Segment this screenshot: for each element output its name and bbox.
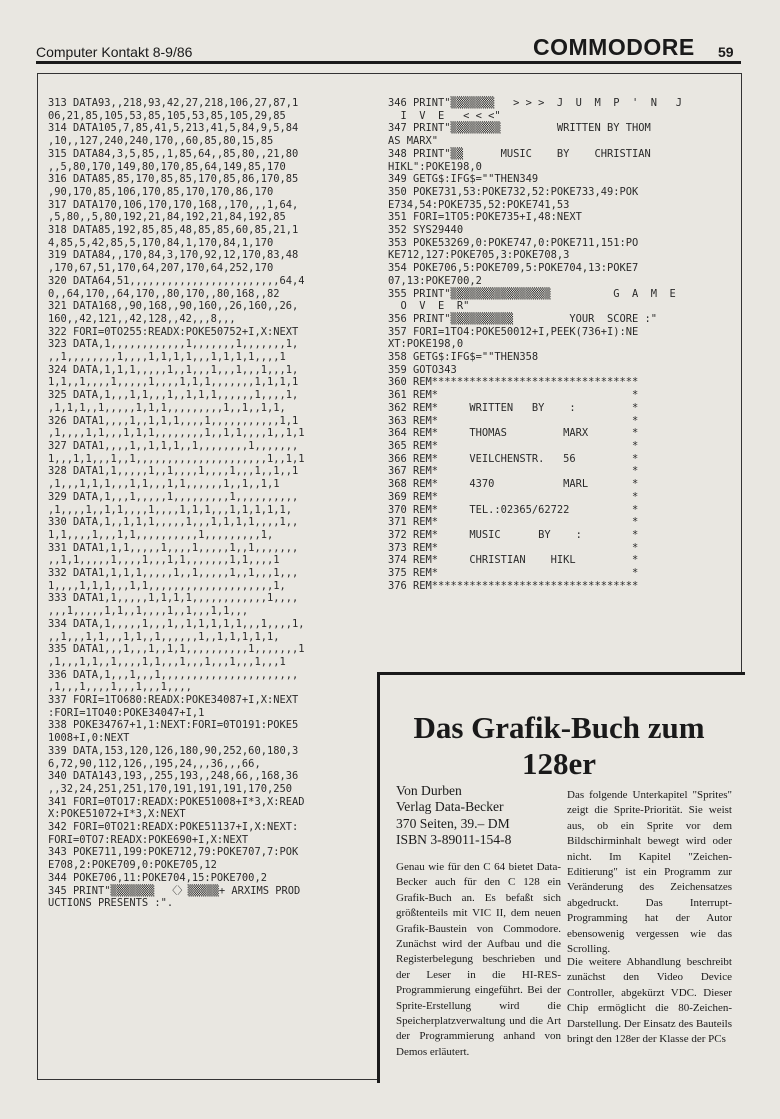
review-paragraph-1: Genau wie für den C 64 bietet Data-Becker auch für den C 128 ein Grafik-Buch an. Es befaßt sich größtenteils mit VIC II, dem neuen Grafik-Baustein von Commodore. Zunächst wird der Aufbau und die Registerbelegung beschrieben und der Leser in die HI-RES-Programmierung eingeführt. Bei der Sprite-Erstellung wird die Speicherplatzverwaltung und die Art der Programmierung anhand von Demos erläutert.: [396, 861, 561, 1058]
book-meta: [396, 783, 561, 849]
listing-line: ,1,,,,1,1,,,1,1,1,,,,,,,,1,,1,1,,,,1,,1,1: [48, 427, 305, 440]
listing-line: ,,1,1,,,,,1,,,,1,,,1,1,,,,,,,1,1,,,,1: [48, 554, 280, 567]
listing-line: 313 DATA93,,218,93,42,27,218,106,27,87,1: [48, 97, 299, 109]
listing-line: ,1,,,1,1,,1,,,,1,1,,,1,,,1,,,1,,,1,,,1: [48, 655, 286, 668]
listing-line: 316 DATA85,85,170,85,85,170,85,86,170,85: [48, 173, 299, 186]
listing-line: 369 REM* *: [388, 490, 639, 503]
listing-line: 367 REM* *: [388, 465, 639, 478]
listing-line: ,,5,80,170,149,80,170,85,64,149,85,170: [48, 160, 286, 173]
listing-line: 06,21,85,105,53,85,105,53,85,105,29,85: [48, 109, 286, 122]
listing-line: 324 DATA,1,1,1,,,,,1,,1,,,1,,,1,,,1,,,1,: [48, 363, 299, 376]
listing-left-column: [48, 97, 374, 910]
listing-line: 345 PRINT"▒▒▒▒▒▒▒ 〈〉▒▒▒▒▒+ ARXIMS PROD: [48, 884, 301, 897]
listing-line: 353 POKE53269,0:POKE747,0:POKE711,151:PO: [388, 236, 639, 249]
listing-line: 358 GETG$:IFG$=""THEN358: [388, 351, 539, 364]
listing-line: ,1,,,1,1,1,,,1,1,,,1,1,,,,,,1,,1,,1,1: [48, 478, 280, 491]
book-pages-price: 370 Seiten, 39.– DM: [396, 815, 510, 831]
listing-line: ,,1,,,1,1,,,1,1,,1,,,,,,1,,1,1,1,1,1,: [48, 630, 280, 643]
listing-line: 322 FORI=0TO255:READX:POKE50752+I,X:NEXT: [48, 325, 299, 338]
listing-line: KE712,127:POKE705,3:POKE708,3: [388, 249, 570, 262]
listing-line: 335 DATA1,,,1,,,1,,1,1,,,,,,,,,,1,,,,,,,1: [48, 643, 305, 656]
listing-line: 334 DATA,1,,,,,1,,,1,,1,1,1,1,1,,,1,,,,1,: [48, 617, 305, 630]
listing-line: ,,,1,,,,,1,1,,1,,,,1,,1,,,1,1,,,: [48, 605, 249, 618]
listing-line: 373 REM* *: [388, 541, 639, 554]
listing-line: 347 PRINT"▒▒▒▒▒▒▒▒ WRITTEN BY THOM: [388, 122, 651, 135]
listing-line: 329 DATA,1,,,1,,,,,1,,,,,,,,,1,,,,,,,,,,: [48, 490, 299, 503]
review-paragraph-3: Die weitere Abhandlung beschreibt zunächst den Video Device Controller, abgekürzt VDC. Dieser Chip ermöglicht die 80-Zeichen-Darstellung. Der Einsatz des Bauteils bringt den 128er der Klasse der PCs: [567, 956, 732, 1046]
listing-line: 323 DATA,1,,,,,,,,,,,,1,,,,,,,1,,,,,,,1,: [48, 338, 299, 351]
listing-line: 352 SYS29440: [388, 224, 464, 237]
listing-line: 331 DATA1,1,1,,,,,1,,,,1,,,,,1,,1,,,,,,,: [48, 541, 299, 554]
listing-line: 349 GETG$:IFG$=""THEN349: [388, 173, 539, 186]
listing-line: 336 DATA,1,,,1,,,1,,,,,,,,,,,,,,,,,,,,,,: [48, 668, 299, 681]
page-number: 59: [718, 44, 734, 60]
listing-line: I V E < < <": [388, 109, 501, 122]
listing-line: 376 REM*********************************: [388, 579, 639, 592]
listing-line: 366 REM* VEILCHENSTR. 56 *: [388, 452, 639, 465]
listing-line: HIKL":POKE198,0: [388, 160, 482, 173]
listing-line: ,,1,,,,,,,,1,,,,1,1,1,1,,,1,1,1,1,,,,1: [48, 351, 286, 364]
listing-line: E708,2:POKE709,0:POKE705,12: [48, 859, 217, 872]
listing-line: 1,,,,1,1,1,,,1,1,,,,,,,,,,,,,,,,,,,,1,: [48, 579, 286, 592]
listing-line: 374 REM* CHRISTIAN HIKL *: [388, 554, 639, 567]
listing-line: X:POKE51072+I*3,X:NEXT: [48, 808, 186, 821]
listing-line: O V E R": [388, 300, 470, 313]
listing-line: 320 DATA64,51,,,,,,,,,,,,,,,,,,,,,,,,64,4: [48, 274, 305, 287]
listing-line: E734,54:POKE735,52:POKE741,53: [388, 198, 570, 211]
listing-line: 07,13:POKE700,2: [388, 274, 482, 287]
listing-line: 1,,,1,1,,,1,,1,,,,,,,,,,,,,,,,,,,,,1,,1,1: [48, 452, 305, 465]
listing-line: 339 DATA,153,120,126,180,90,252,60,180,3: [48, 744, 299, 757]
listing-line: 314 DATA105,7,85,41,5,213,41,5,84,9,5,84: [48, 122, 299, 135]
listing-line: 361 REM* *: [388, 389, 639, 402]
listing-line: 359 GOTO343: [388, 363, 457, 376]
listing-line: 354 POKE706,5:POKE709,5:POKE704,13:POKE7: [388, 262, 639, 275]
listing-line: 348 PRINT"▒▒ MUSIC BY CHRISTIAN: [388, 147, 651, 160]
listing-line: ,10,,127,240,240,170,,60,85,80,15,85: [48, 135, 274, 148]
listing-line: ,170,67,51,170,64,207,170,64,252,170: [48, 262, 274, 275]
header-rule: [36, 61, 741, 64]
review-paragraph-2: Das folgende Unterkapitel "Sprites" zeigt die Sprite-Priorität. Sie weist aus, ob ein Sprite vor dem Bildschirminhalt bewegt wird oder nicht. Im Kapitel "Zeichen-Editierung" ist ein Programm zur Veränderung des Zeichensatzes abgedruckt. Das Interrupt-Programming hat der Autor ebensowenig vergessen wie das Scrolling.: [567, 789, 732, 956]
listing-line: ,5,80,,5,80,192,21,84,192,21,84,192,85: [48, 211, 286, 224]
listing-line: 360 REM*********************************: [388, 376, 639, 389]
listing-line: 338 POKE34767+1,1:NEXT:FORI=0TO191:POKE5: [48, 719, 299, 732]
listing-line: 350 POKE731,53:POKE732,52:POKE733,49:POK: [388, 185, 639, 198]
listing-line: 344 POKE706,11:POKE704,15:POKE700,2: [48, 871, 267, 884]
listing-line: 370 REM* TEL.:02365/62722 *: [388, 503, 639, 516]
listing-line: 160,,42,121,,42,128,,42,,,8,,,: [48, 312, 236, 325]
review-title: Das Grafik-Buch zum 128er: [413, 710, 705, 781]
listing-line: 333 DATA1,1,,,,,1,1,1,1,,,,,,,,,,,,1,,,,: [48, 592, 299, 605]
book-publisher: Verlag Data-Becker: [396, 799, 504, 815]
listing-line: 315 DATA84,3,5,85,,1,85,64,,85,80,,21,80: [48, 147, 299, 160]
listing-line: 326 DATA1,,,,1,,1,1,1,,,,1,,,,,,,,,,,1,1: [48, 414, 299, 427]
book-isbn: ISBN 3-89011-154-8: [396, 832, 512, 848]
listing-line: ,90,170,85,106,170,85,170,170,86,170: [48, 185, 274, 198]
listing-line: 364 REM* THOMAS MARX *: [388, 427, 639, 440]
listing-line: 371 REM* *: [388, 516, 639, 529]
listing-line: 318 DATA85,192,85,85,48,85,85,60,85,21,1: [48, 224, 299, 237]
listing-line: 4,85,5,42,85,5,170,84,1,170,84,1,170: [48, 236, 274, 249]
listing-line: 355 PRINT"▒▒▒▒▒▒▒▒▒▒▒▒▒▒▒▒ G A M E: [388, 287, 676, 300]
listing-line: 365 REM* *: [388, 439, 639, 452]
listing-line: 341 FORI=0TO17:READX:POKE51008+I*3,X:READ: [48, 795, 305, 808]
listing-line: 325 DATA,1,,,1,1,,,1,,1,1,1,,,,,,1,,,,1,: [48, 389, 299, 402]
listing-line: 372 REM* MUSIC BY : *: [388, 528, 639, 541]
listing-line: 351 FORI=1TO5:POKE735+I,48:NEXT: [388, 211, 582, 224]
listing-line: 340 DATA143,193,,255,193,,248,66,,168,36: [48, 770, 299, 783]
listing-line: ,,32,24,251,251,170,191,191,191,170,250: [48, 782, 292, 795]
listing-line: 321 DATA168,,90,168,,90,160,,26,160,,26,: [48, 300, 299, 313]
listing-line: ,1,,,1,,,,1,,,1,,,1,,,,: [48, 681, 192, 694]
listing-line: FORI=0TO7:READX:POKE690+I,X:NEXT: [48, 833, 249, 846]
book-author: Von Durben: [396, 783, 462, 798]
listing-line: 6,72,90,112,126,,195,24,,,36,,,66,: [48, 757, 261, 770]
listing-line: 327 DATA1,,,,1,,1,1,1,,1,,,,,,,,1,,,,,,,: [48, 439, 299, 452]
listing-line: 330 DATA,1,,1,1,1,,,,,1,,,1,1,1,1,,,,1,,: [48, 516, 299, 529]
listing-line: 319 DATA84,,170,84,3,170,92,12,170,83,48: [48, 249, 299, 262]
listing-line: :FORI=1TO40:POKE34047+I,1: [48, 706, 205, 719]
listing-line: 317 DATA170,106,170,170,168,,170,,,1,64,: [48, 198, 299, 211]
listing-line: 1,1,,1,,,,1,,,,,1,,,,1,1,1,,,,,,,1,1,1,1: [48, 376, 299, 389]
listing-line: UCTIONS PRESENTS :".: [48, 897, 174, 910]
listing-line: 375 REM* *: [388, 567, 639, 580]
listing-line: 1,1,,,,1,,,1,1,,,,,,,,,,1,,,,,,,,,1,: [48, 528, 274, 541]
listing-line: XT:POKE198,0: [388, 338, 464, 351]
listing-line: 357 FORI=1TO4:POKE50012+I,PEEK(736+I):NE: [388, 325, 639, 338]
listing-line: 346 PRINT"▒▒▒▒▒▒▒ > > > J U M P ' N J: [388, 97, 683, 109]
listing-line: 356 PRINT"▒▒▒▒▒▒▒▒▒▒ YOUR SCORE :": [388, 312, 657, 325]
listing-line: AS MARX": [388, 135, 439, 148]
listing-line: 342 FORI=0TO21:READX:POKE51137+I,X:NEXT:: [48, 821, 299, 834]
listing-line: 368 REM* 4370 MARL *: [388, 478, 639, 491]
listing-line: ,1,1,1,,1,,,,,1,1,1,,,,,,,,,1,,1,,1,1,: [48, 401, 286, 414]
magazine-issue: Computer Kontakt 8-9/86: [36, 44, 193, 60]
section-brand: COMMODORE: [533, 34, 695, 60]
listing-line: 328 DATA1,1,,,,,1,,1,,,,1,,,,1,,,1,,1,,1: [48, 465, 299, 478]
listing-right-column: [388, 97, 730, 592]
listing-line: 0,,64,170,,64,170,,80,170,,80,168,,82: [48, 287, 280, 300]
listing-line: 343 POKE711,199:POKE712,79:POKE707,7:POK: [48, 846, 299, 859]
listing-line: 363 REM* *: [388, 414, 639, 427]
listing-line: ,1,,,,1,,1,1,,,,1,,,,1,1,1,,,1,1,1,1,1,: [48, 503, 292, 516]
listing-line: 1008+I,0:NEXT: [48, 732, 130, 745]
listing-line: 337 FORI=1TO680:READX:POKE34087+I,X:NEXT: [48, 694, 299, 707]
listing-line: 362 REM* WRITTEN BY : *: [388, 401, 639, 414]
listing-line: 332 DATA1,1,1,1,,,,,1,,1,,,,,1,,1,,,1,,,: [48, 567, 299, 580]
